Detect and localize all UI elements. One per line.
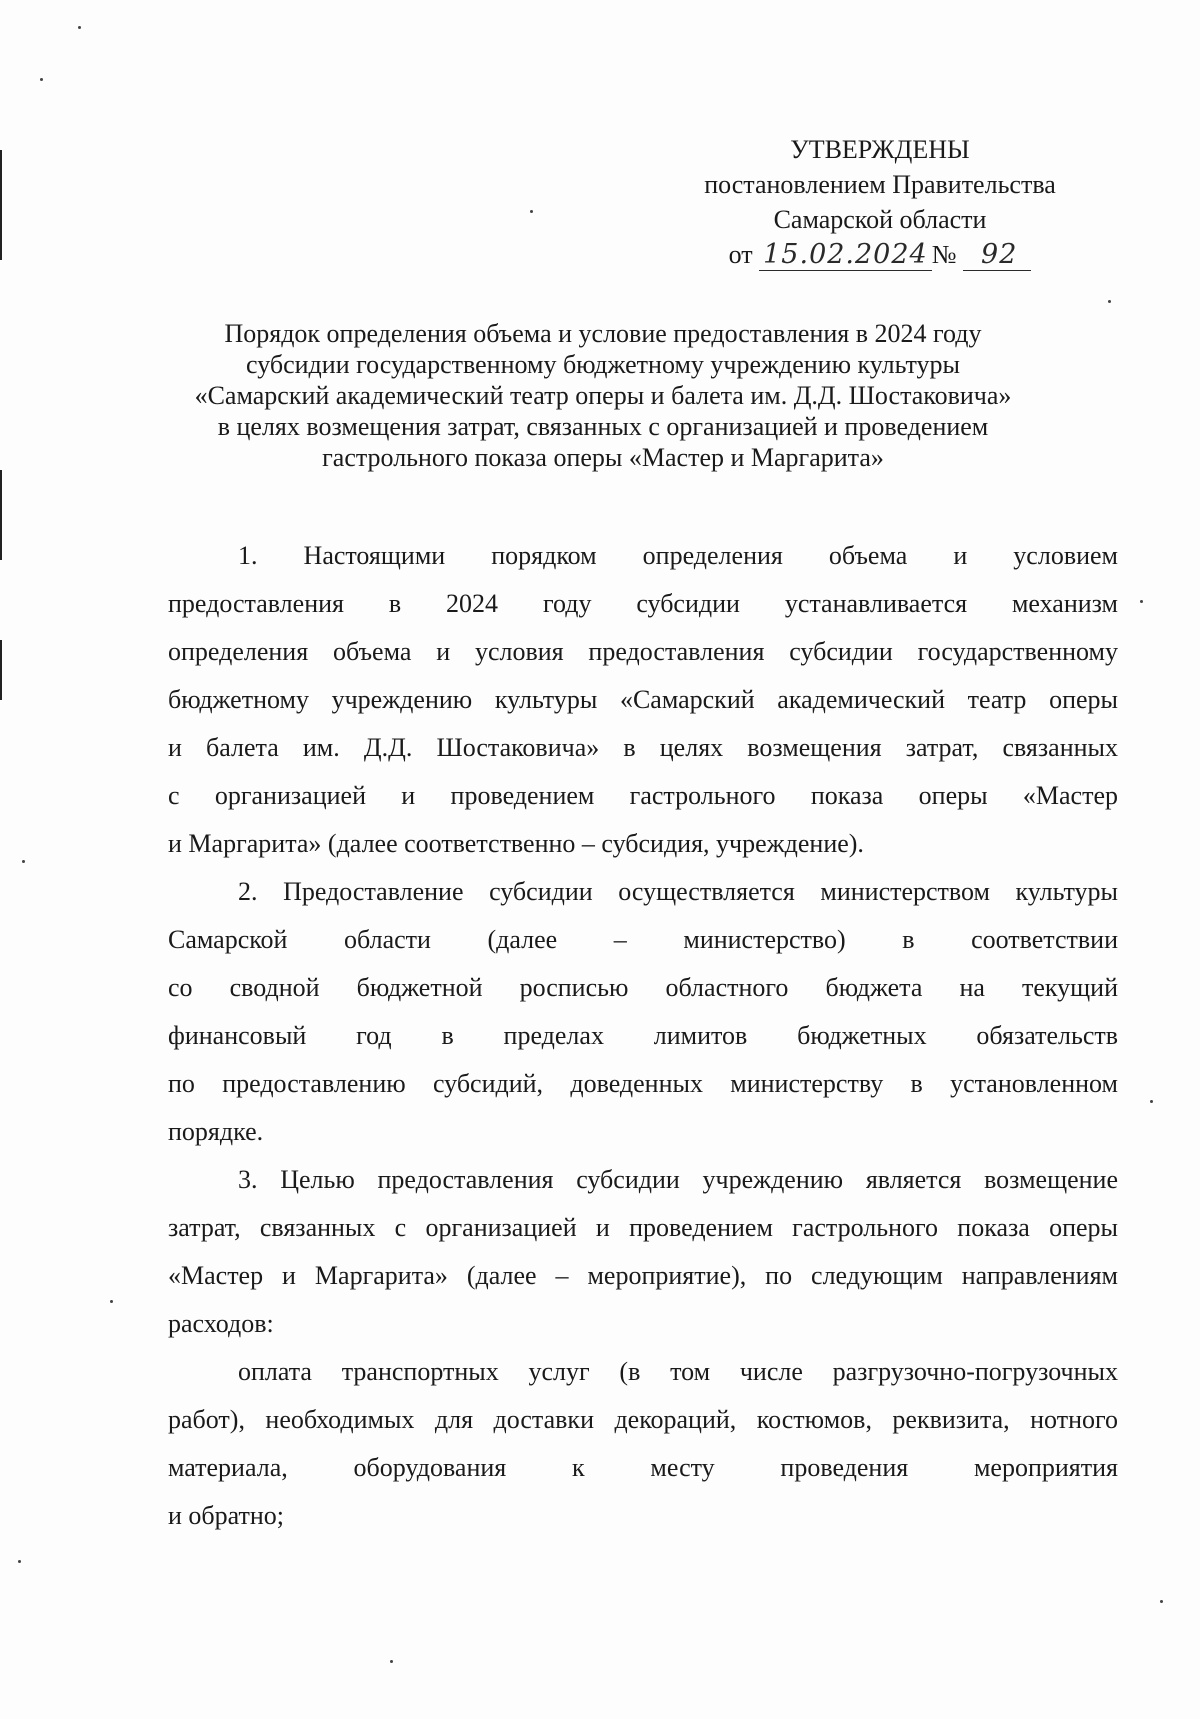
paragraph-line: по предоставлению субсидий, доведенных министерству в установленном <box>168 1069 1118 1098</box>
document-body <box>168 532 1118 1540</box>
paragraph-1 <box>168 532 1118 868</box>
scan-edge-mark <box>0 470 2 560</box>
paragraph-line: предоставления в 2024 году субсидии устанавливается механизм <box>168 589 1118 618</box>
paragraph-line: и Маргарита» (далее соответственно – субсидия, учреждение). <box>168 829 864 858</box>
scan-speck <box>1160 1600 1163 1603</box>
paragraph-line: 2. Предоставление субсидии осуществляется министерством культуры <box>238 877 1118 906</box>
document-title <box>168 318 1038 473</box>
paragraph-line: материала, оборудования к месту проведения мероприятия <box>168 1453 1118 1482</box>
paragraph-line: 1. Настоящими порядком определения объема и условием <box>238 541 1118 570</box>
scan-speck <box>390 1660 393 1663</box>
title-line: в целях возмещения затрат, связанных с организацией и проведением <box>217 412 989 441</box>
approval-stamp-block <box>640 132 1120 272</box>
scan-speck <box>1108 300 1111 303</box>
paragraph-4 <box>168 1348 1118 1540</box>
scan-speck <box>530 210 533 213</box>
paragraph-line: Самарской области (далее – министерство) в соответствии <box>168 925 1118 954</box>
paragraph-line: затрат, связанных с организацией и проведением гастрольного показа оперы <box>168 1213 1118 1242</box>
scan-speck <box>40 78 43 81</box>
scan-speck <box>22 860 25 863</box>
paragraph-line: 3. Целью предоставления субсидии учреждению является возмещение <box>238 1165 1118 1194</box>
date-prefix: от <box>728 240 753 269</box>
paragraph-line: порядке. <box>168 1117 264 1146</box>
paragraph-2 <box>168 868 1118 1156</box>
paragraph-line: и обратно; <box>168 1501 285 1530</box>
scan-speck <box>78 26 81 29</box>
paragraph-line: с организацией и проведением гастрольного показа оперы «Мастер <box>168 781 1118 810</box>
scan-speck <box>110 1300 113 1303</box>
paragraph-line: оплата транспортных услуг (в том числе разгрузочно-погрузочных <box>238 1357 1118 1386</box>
paragraph-line: «Мастер и Маргарита» (далее – мероприятие), по следующим направлениям <box>168 1261 1118 1290</box>
approval-region: Самарской области <box>773 205 987 234</box>
title-line: гастрольного показа оперы «Мастер и Маргарита» <box>322 443 884 472</box>
paragraph-line: со сводной бюджетной росписью областного бюджета на текущий <box>168 973 1118 1002</box>
scan-edge-mark <box>0 640 2 700</box>
title-line: «Самарский академический театр оперы и балета им. Д.Д. Шостаковича» <box>194 381 1012 410</box>
number-prefix: № <box>931 240 957 269</box>
paragraph-line: работ), необходимых для доставки декораций, костюмов, реквизита, нотного <box>168 1405 1118 1434</box>
scan-speck <box>1140 600 1143 603</box>
handwritten-number: 92 <box>963 239 1031 271</box>
title-line: Порядок определения объема и условие предоставления в 2024 году <box>224 319 982 348</box>
approval-authority: постановлением Правительства <box>704 170 1056 199</box>
paragraph-line: определения объема и условия предоставления субсидии государственному <box>168 637 1118 666</box>
paragraph-line: бюджетному учреждению культуры «Самарский академический театр оперы <box>168 685 1118 714</box>
paragraph-line: финансовый год в пределах лимитов бюджетных обязательств <box>168 1021 1118 1050</box>
scan-speck <box>18 1560 21 1563</box>
approval-date-line <box>640 237 1120 272</box>
approval-heading: УТВЕРЖДЕНЫ <box>790 135 970 164</box>
scan-edge-mark <box>0 150 2 260</box>
scan-speck <box>1150 1100 1153 1103</box>
paragraph-3 <box>168 1156 1118 1348</box>
paragraph-line: и балета им. Д.Д. Шостаковича» в целях возмещения затрат, связанных <box>168 733 1118 762</box>
paragraph-line: расходов: <box>168 1309 274 1338</box>
handwritten-date: 15.02.2024 <box>759 239 932 271</box>
title-line: субсидии государственному бюджетному учреждению культуры <box>246 350 960 379</box>
